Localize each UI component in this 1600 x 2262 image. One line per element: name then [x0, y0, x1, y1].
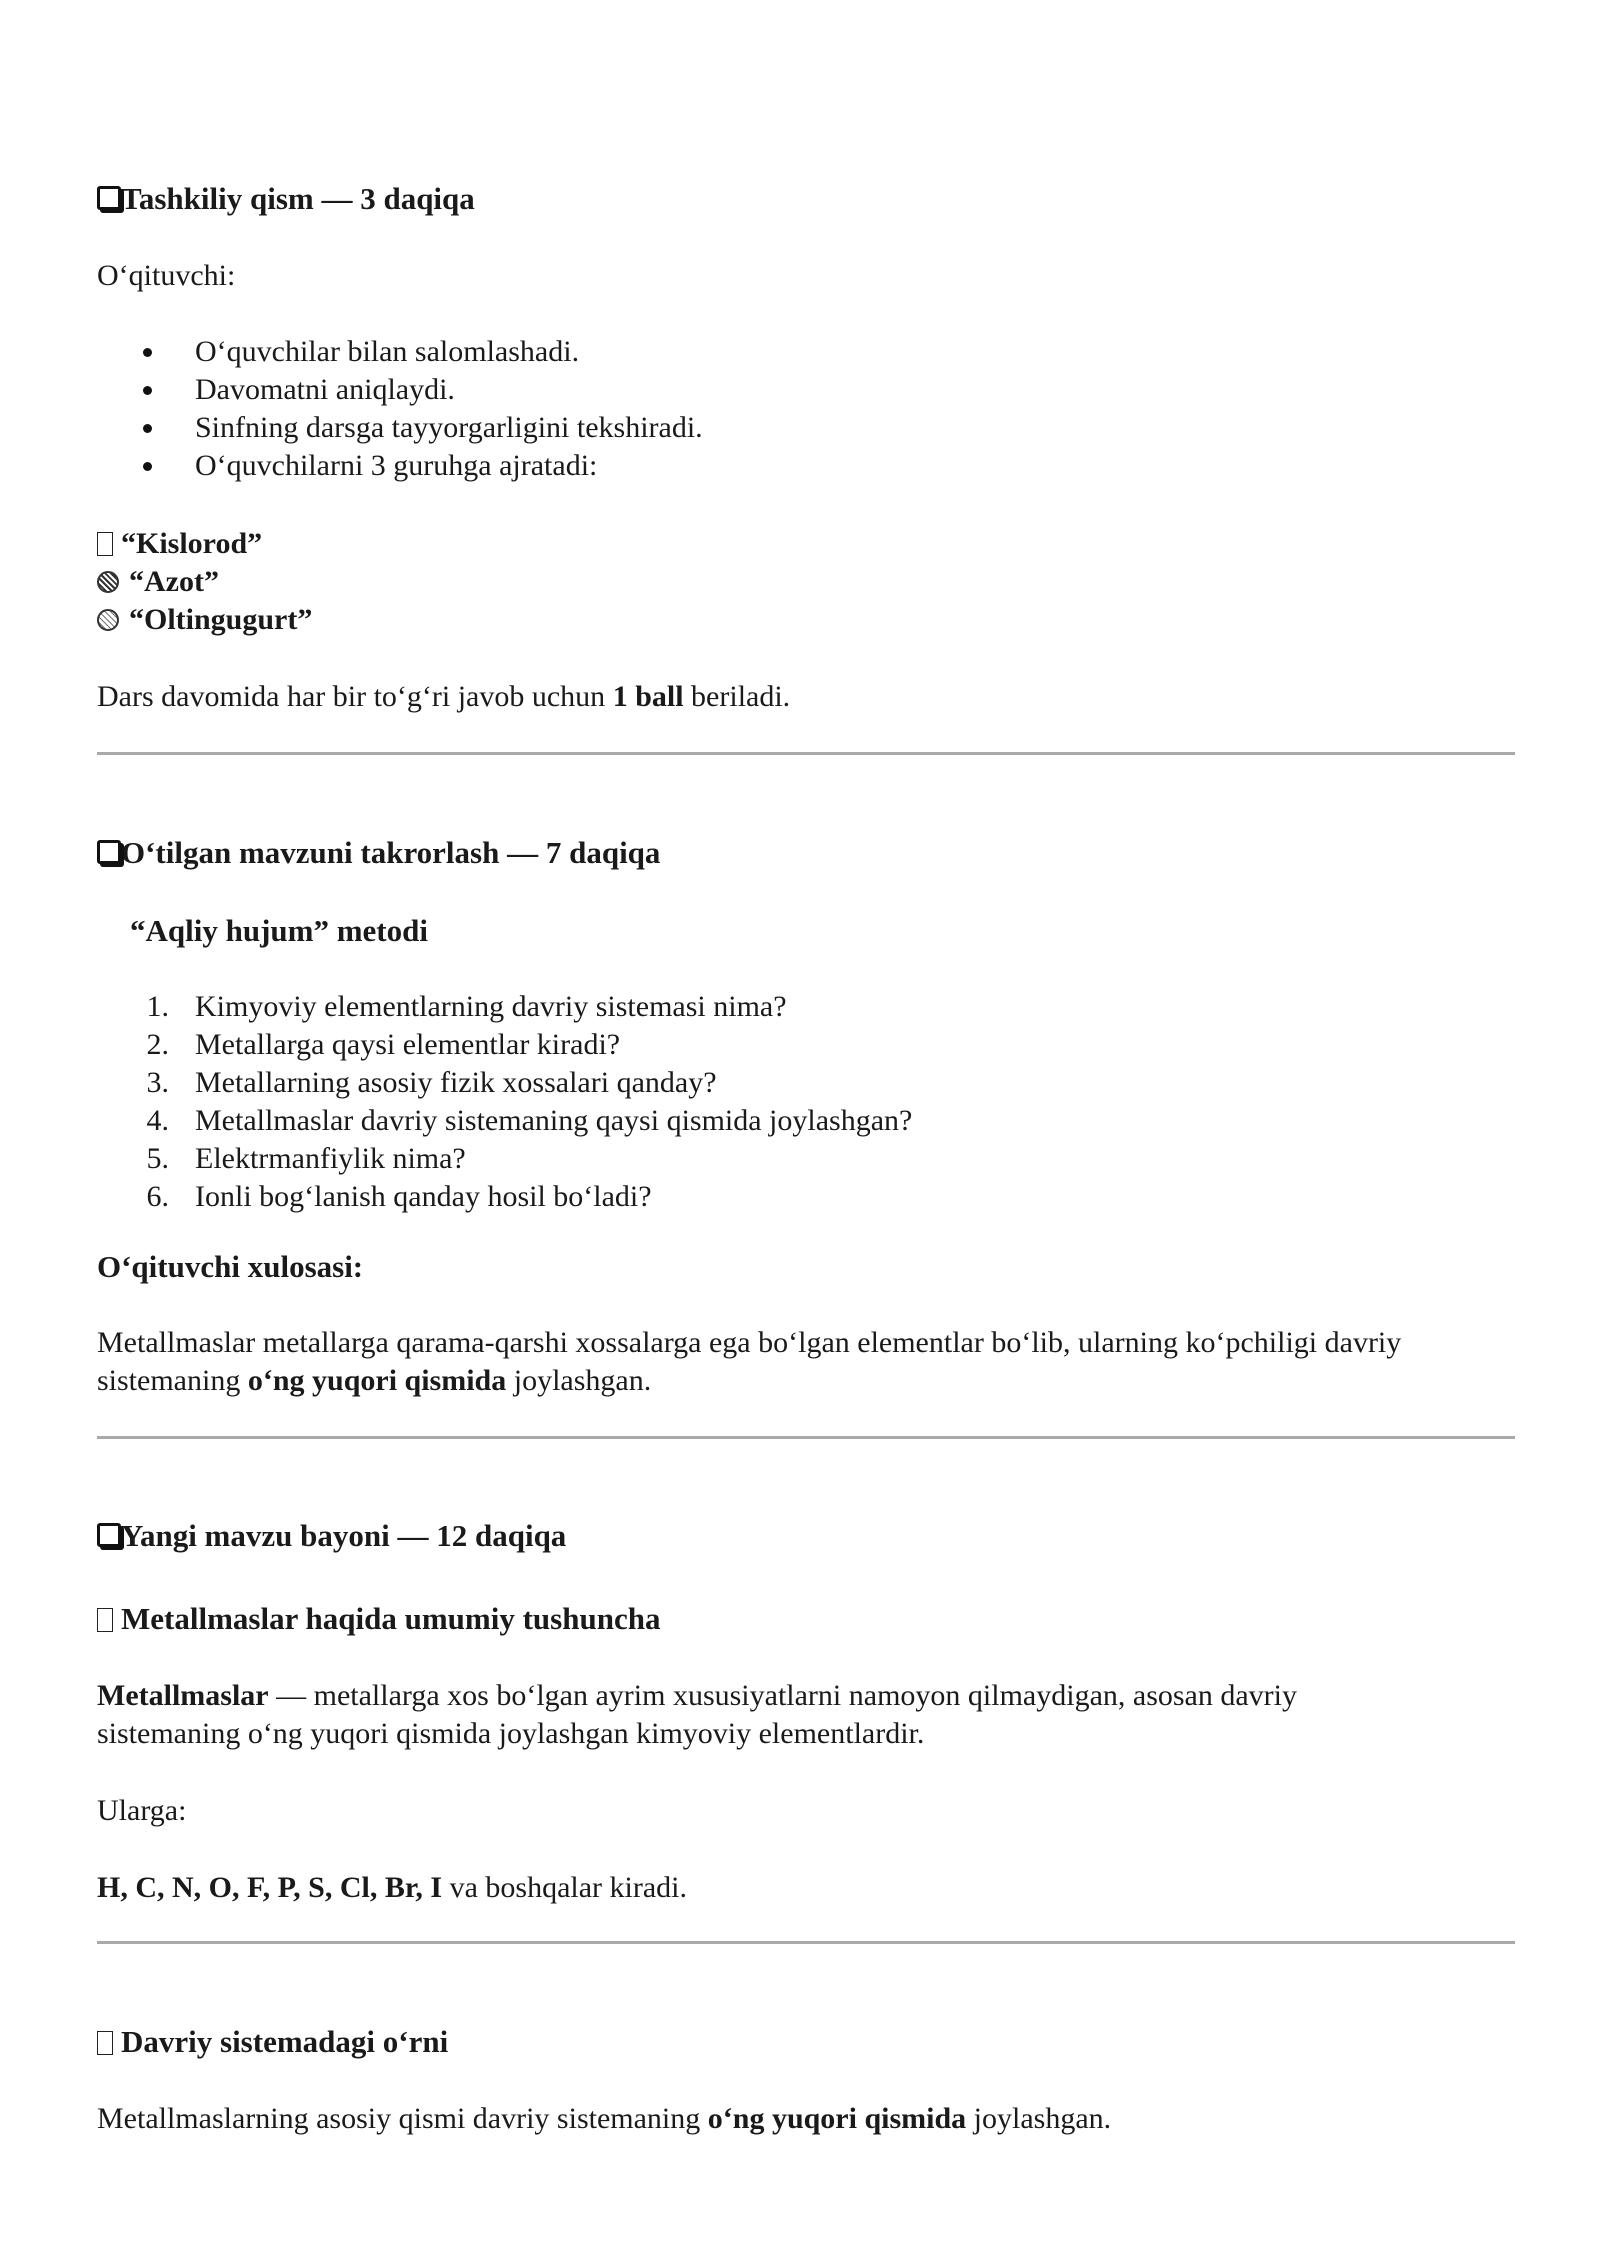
divider [97, 752, 1515, 755]
summary-title: O‘qituvchi xulosasi: [97, 1249, 364, 1284]
list-number: 3. [146, 1066, 169, 1099]
scoring-note [97, 678, 790, 716]
text-part: joylashgan. [506, 1364, 652, 1397]
keycap-1-icon [97, 186, 121, 210]
sub-heading-umumiy [97, 1600, 660, 1638]
list-item-text: Elektrmanfiylik nima? [195, 1142, 466, 1175]
list-number: 6. [146, 1180, 169, 1213]
hatched-circle-icon [97, 571, 119, 593]
text-part: — metallarga xos bo‘lgan ayrim xususiyatlarni namoyon qilmaydigan, asosan davriy [268, 1679, 1298, 1712]
list-item-text: O‘quvchilar bilan salomlashadi. [195, 335, 580, 368]
divider [97, 1941, 1515, 1944]
list-item [97, 988, 912, 1026]
list-item [97, 409, 703, 447]
elements-list [97, 1869, 687, 1907]
sub-heading-davriy-orni [97, 2023, 448, 2061]
text-bold: Metallmaslar [97, 1679, 269, 1712]
list-item [97, 1026, 912, 1064]
heading-text: Davriy sistemadagi o‘rni [121, 2024, 449, 2059]
bullet-icon [143, 462, 152, 471]
missing-glyph-icon [97, 1608, 113, 1632]
group-azot [97, 563, 219, 601]
keycap-2-icon [97, 840, 121, 864]
position-text [97, 2100, 1111, 2138]
missing-glyph-icon [97, 532, 113, 556]
teacher-actions-list [97, 333, 703, 485]
list-number: 5. [146, 1142, 169, 1175]
list-item-text: Metallmaslar davriy sistemaning qaysi qismida joylashgan? [195, 1104, 913, 1137]
list-number: 4. [146, 1104, 169, 1137]
list-item-text: Ionli bog‘lanish qanday hosil bo‘ladi? [195, 1180, 652, 1213]
group-oltingugurt [97, 601, 312, 639]
list-item-text: Sinfning darsga tayyorgarligini tekshiradi. [195, 411, 703, 444]
text-part: va boshqalar kiradi. [442, 1871, 687, 1904]
group-name: “Oltingugurt” [129, 603, 313, 636]
heading-text: Tashkiliy qism — 3 daqiqa [121, 181, 475, 216]
heading-text: Metallmaslar haqida umumiy tushuncha [121, 1601, 661, 1636]
text-bold: o‘ng yuqori qismida [707, 2102, 967, 2135]
list-item [97, 1064, 912, 1102]
hatched-circle-icon [97, 609, 119, 631]
group-name: “Kislorod” [121, 527, 263, 560]
bullet-icon [143, 424, 152, 433]
list-item-text: Metallarning asosiy fizik xossalari qanday? [195, 1066, 717, 1099]
definition-line-2: sistemaning o‘ng yuqori qismida joylashgan kimyoviy elementlardir. [97, 1717, 925, 1750]
text-part: sistemaning [97, 1364, 248, 1397]
heading-text: Yangi mavzu bayoni — 12 daqiqa [121, 1518, 567, 1553]
list-number: 1. [146, 990, 169, 1023]
list-item-text: Kimyoviy elementlarning davriy sistemasi nima? [195, 990, 787, 1023]
text-part: beriladi. [683, 680, 791, 713]
group-kislorod [97, 525, 262, 563]
summary-line-1: Metallmaslar metallarga qarama-qarshi xossalarga ega bo‘lgan elementlar bo‘lib, ularning ko‘pchiligi davriy [97, 1326, 1402, 1359]
bullet-icon [143, 348, 152, 357]
section-heading-takrorlash [97, 834, 660, 872]
keycap-3-icon [97, 1523, 121, 1547]
list-item-text: Davomatni aniqlaydi. [195, 373, 455, 406]
list-number: 2. [146, 1028, 169, 1061]
list-item [97, 1140, 912, 1178]
section-heading-tashkiliy [97, 180, 475, 218]
teacher-label: O‘qituvchi: [97, 259, 236, 292]
list-item [97, 447, 703, 485]
list-item-text: O‘quvchilarni 3 guruhga ajratadi: [195, 449, 598, 482]
heading-text: O‘tilgan mavzuni takrorlash — 7 daqiqa [121, 835, 661, 870]
group-name: “Azot” [129, 565, 219, 598]
list-item [97, 1178, 912, 1216]
text-bold: H, C, N, O, F, P, S, Cl, Br, I [97, 1871, 443, 1904]
bullet-icon [143, 386, 152, 395]
text-part: Metallmaslarning asosiy qismi davriy sistemaning [97, 2102, 708, 2135]
text-bold: 1 ball [612, 680, 684, 713]
list-item [97, 371, 703, 409]
divider [97, 1436, 1515, 1439]
section-heading-yangi-mavzu [97, 1517, 566, 1555]
list-item-text: Metallarga qaysi elementlar kiradi? [195, 1028, 621, 1061]
questions-list [97, 988, 912, 1216]
list-item [97, 333, 703, 371]
list-item [97, 1102, 912, 1140]
method-title: “Aqliy hujum” metodi [130, 913, 428, 948]
ularga-label: Ularga: [97, 1794, 187, 1827]
text-bold: o‘ng yuqori qismida [247, 1364, 507, 1397]
text-part: joylashgan. [966, 2102, 1112, 2135]
summary-line-2 [97, 1362, 651, 1400]
definition-line-1 [97, 1677, 1297, 1715]
text-part: Dars davomida har bir to‘g‘ri javob uchun [97, 680, 613, 713]
missing-glyph-icon [97, 2031, 113, 2055]
